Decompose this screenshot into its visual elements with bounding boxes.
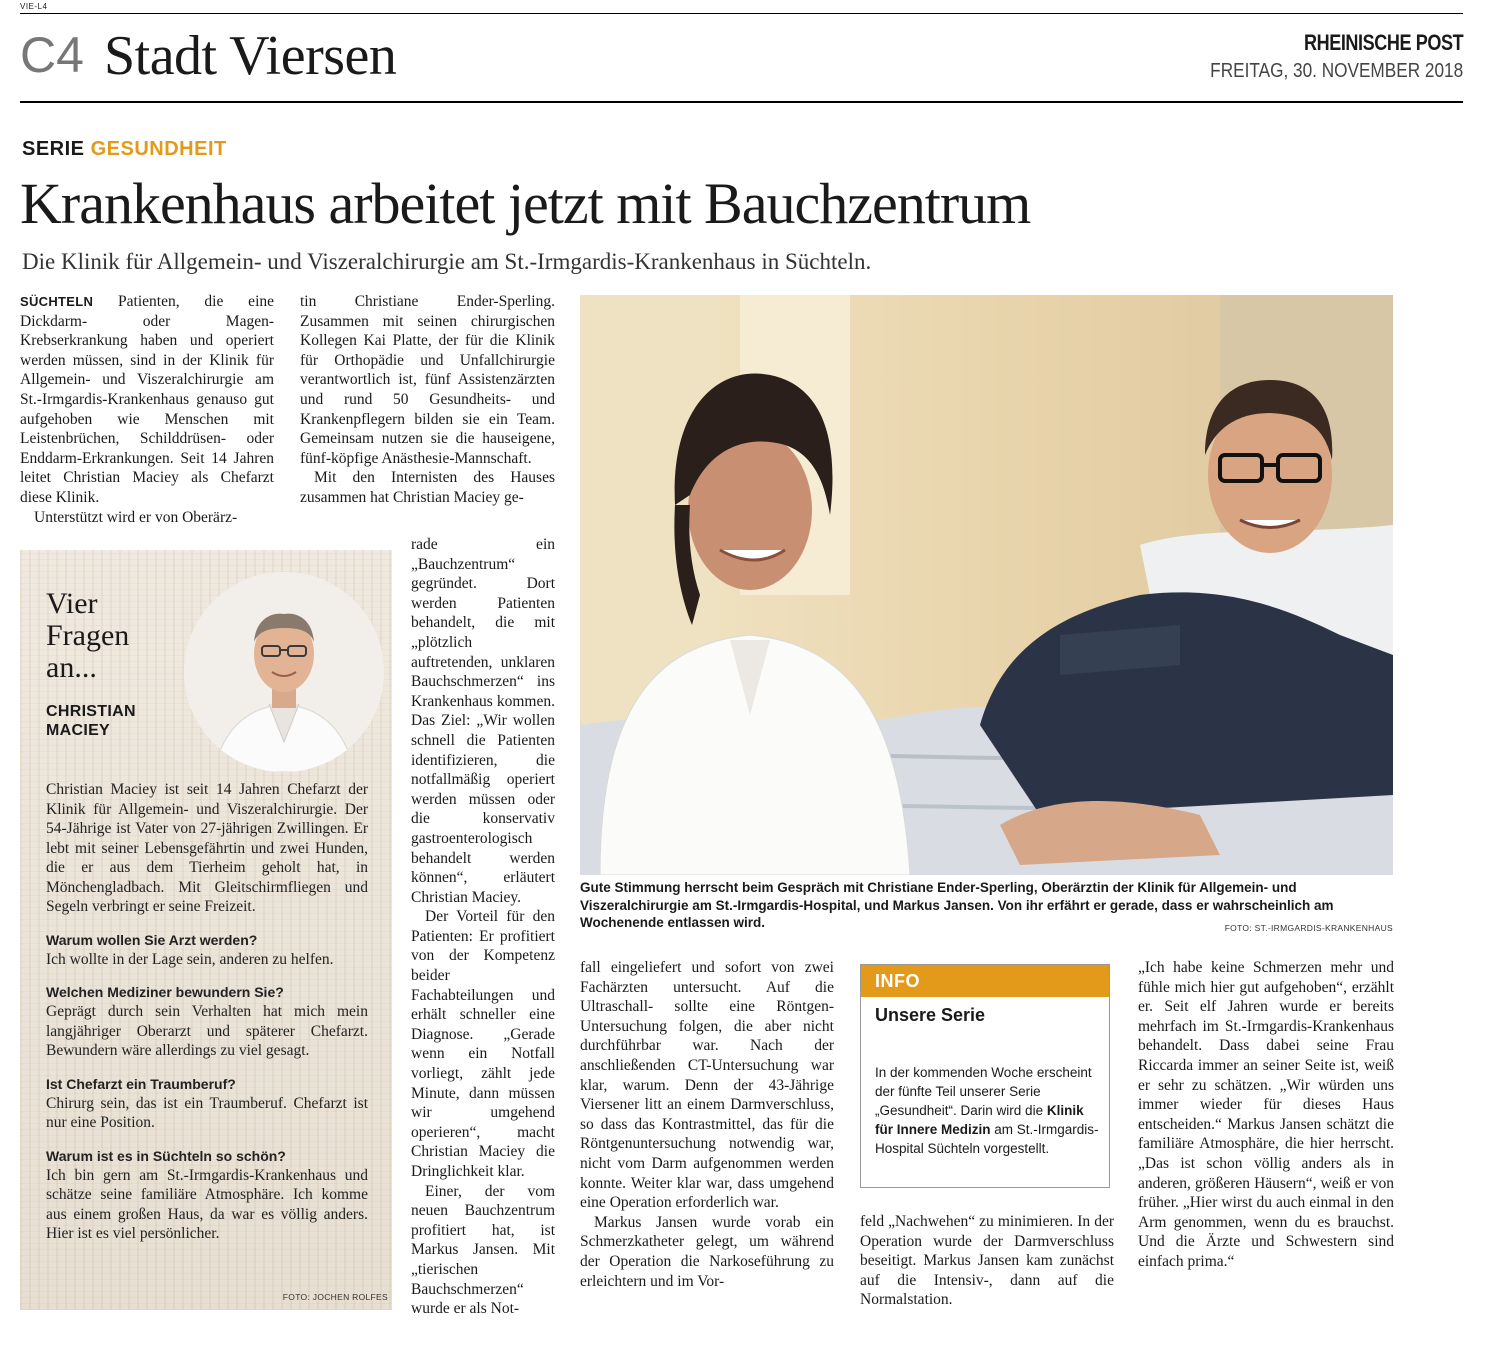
paragraph: Der Vorteil für den Patienten: Er profitiert von der Kompetenz beider Fachabteilungen und erhält schneller eine Diagnose. „Gerade wenn ein Notfall vorliegt, zählt jede Minute, dann müssen wir umgehend operieren“, macht Christian Maciey die Dringlichkeit klar.: [411, 908, 555, 1180]
article-photo: [580, 295, 1393, 875]
article-column-5: [1138, 958, 1394, 1272]
article-headline: Krankenhaus arbeitet jetzt mit Bauchzentrum: [20, 171, 1031, 236]
paragraph: fall eingeliefert und sofort von zwei Fachärzten untersucht. Auf die Ultraschall- sollte eine Röntgen-Untersuchung folgen, die aber nicht durchführbar war. Nach der anschließenden CT-Untersuchung war klar, warum. Denn der 43-Jährige Viersener litt an einem Darmverschluss, so dass das Kontrastmittel, das für die Röntgenuntersuchung notwendig war, nicht vom Darm aufgenommen werden konnte. Weiter klar war, dass umgehend eine Operation erforderlich war.: [580, 959, 834, 1212]
interview-box: [20, 550, 392, 1310]
paragraph: Markus Jansen wurde vorab ein Schmerzkatheter gelegt, um während der Operation die Narkoseführung zu erleichtern und im Vor-: [580, 1213, 834, 1290]
interview-answer: Chirurg sein, das ist ein Traumberuf. Chefarzt ist nur eine Position.: [46, 1094, 368, 1131]
paragraph: SÜCHTELN Patienten, die eine Dickdarm- oder Magen-Krebserkrankung haben und operiert werden müssen, sind in der Klinik für Allgemein- und Viszeralchirurgie am St.-Irmgardis-Krankenhaus genauso gut aufgehoben wie Menschen mit Leistenbrüchen, Schilddrüsen- oder Enddarm-Erkrankungen. Seit 14 Jahren leitet Christian Maciey als Chefarzt diese Klinik.: [20, 293, 275, 506]
issue-date: FREITAG, 30. NOVEMBER 2018: [1210, 60, 1463, 82]
article-column-4: [860, 1212, 1114, 1310]
kicker: [22, 138, 227, 161]
info-title: Unsere Serie: [875, 1005, 986, 1025]
dateline: SÜCHTELN: [20, 294, 94, 309]
paragraph: rade ein „Bauchzentrum“ gegründet. Dort werden Patienten behandelt, die mit „plötzlich auftretenden, unklaren Bauchschmerzen“ ins Krankenhaus kommen. Das Ziel: „Wir wollen schnell die Patienten identifizieren, die notfallmäßig operiert werden müssen oder die konservativ gastroenterologisch behandelt werden können“, erläutert Christian Maciey.: [411, 536, 555, 906]
interview-answer: Ich wollte in der Lage sein, anderen zu helfen.: [46, 950, 334, 968]
paragraph: Mit den Internisten des Hauses zusammen hat Christian Maciey ge-: [300, 469, 555, 506]
interview-intro: Christian Maciey ist seit 14 Jahren Chefarzt der Klinik für Allgemein- und Viszeralchirurgie. Der 54-Jährige ist Vater von 27-jährigen Zwillingen. Er lebt mit seiner Lebensgefährtin und zwei Hunden, die er aus dem Tierheim geholt hat, in Mönchengladbach. Mit Gleitschirmfliegen und Segeln verbringt er seine Freizeit.: [46, 781, 368, 915]
portrait-photo-credit: FOTO: JOCHEN ROLFES: [282, 1292, 388, 1302]
info-highlight: Klinik für Innere Medizin: [875, 1103, 1084, 1137]
header-rule: [20, 101, 1463, 103]
interview-question: Warum ist es in Süchteln so schön?: [46, 1147, 286, 1164]
article-column-1: [20, 292, 274, 527]
paragraph: Einer, der vom neuen Bauchzentrum profitiert hat, ist Markus Jansen. Mit „tierischen Bauchschmerzen“ wurde er als Not-: [411, 1182, 555, 1318]
photo-caption: Gute Stimmung herrscht beim Gespräch mit Christiane Ender-Sperling, Oberärztin der Klinik für Allgemein- und Viszeralchirurgie am St.-Irmgardis-Hospital, und Markus Jansen. Von ihr erfährt er gerade, dass er wahrscheinlich am Wochenende entlassen wird.: [580, 880, 1334, 930]
interview-answer: Ich bin gern am St.-Irmgardis-Krankenhaus und schätze seine familiäre Atmosphäre. Ich komme aus einem großen Haus, da war es völlig anders. Hier ist es viel persönlicher.: [46, 1166, 368, 1242]
newspaper-name: RHEINISCHE POST: [1303, 30, 1463, 55]
info-label: INFO: [861, 965, 1109, 997]
hospital-scene-illustration: [580, 295, 1393, 875]
article-subheadline: Die Klinik für Allgemein- und Viszeralchirurgie am St.-Irmgardis-Krankenhaus in Süchteln.: [22, 249, 872, 274]
info-text: In der kommenden Woche erscheint der fünfte Teil unserer Serie „Gesundheit“. Darin wird die Klinik für Innere Medizin am St.-Irmgardis-Hospital Süchteln vorgestellt.: [875, 1065, 1099, 1156]
interview-question: Warum wollen Sie Arzt werden?: [46, 931, 258, 948]
interview-text: [46, 780, 368, 1244]
paragraph: feld „Nachwehen“ zu minimieren. In der Operation wurde der Darmverschluss beseitigt. Markus Jansen kam zunächst auf die Intensiv-, dann auf die Normalstation.: [860, 1213, 1114, 1309]
section-title: Stadt Viersen: [104, 25, 397, 87]
info-box: [860, 964, 1110, 1188]
article-column-2-continued: [411, 535, 555, 1319]
interview-person: CHRISTIAN MACIEY: [46, 703, 136, 739]
portrait-illustration: [184, 572, 384, 772]
paragraph: tin Christiane Ender-Sperling. Zusammen mit seinen chirurgischen Kollegen Kai Platte, der für die Klinik für Orthopädie und Unfallchirurgie verantwortlich ist, fünf Assistenzärzten und rund 50 Gesundheits- und Krankenpflegern bilden sie ein Team. Gemeinsam nutzen sie die hauseigene, fünf-köpfige Anästhesie-Mannschaft.: [300, 293, 555, 467]
page-code: VIE-L4: [20, 2, 48, 11]
kicker-series: SERIE: [22, 138, 85, 160]
interview-question: Welchen Mediziner bewundern Sie?: [46, 984, 284, 1000]
paragraph: „Ich habe keine Schmerzen mehr und fühle mich hier gut aufgehoben“, erzählt er. Seit elf Jahren wurde er bereits mehrfach im St.-Irmgardis-Krankenhaus behandelt. Dass dabei seine Frau Riccarda immer an seiner Seite ist, weiß er sehr zu schätzen. „Wir würden uns immer wieder für dieses Haus entscheiden.“ Markus Jansen schätzt die familiäre Atmosphäre, die hier herrscht. „Das ist schon völlig anders als in anderen, größeren Häusern“, weiß er von früher. „Hier wirst du auch einmal in den Arm genommen, wenn du es brauchst. Und die Ärzte und Schwestern sind einfach prima.“: [1138, 959, 1394, 1270]
interview-title: Vier Fragen an...: [46, 587, 130, 684]
section-number: C4: [20, 27, 84, 83]
article-column-2: [300, 292, 555, 508]
paragraph: Unterstützt wird er von Oberärz-: [34, 508, 238, 526]
portrait-photo: [184, 572, 384, 772]
interview-answer: Geprägt durch sein Verhalten hat mich mein langjähriger Oberarzt und späterer Chefarzt. Bewundern wäre allerdings zu viel gesagt.: [46, 1003, 368, 1059]
photo-credit: FOTO: ST.-IRMGARDIS-KRANKENHAUS: [1224, 923, 1393, 933]
top-rule: [20, 13, 1463, 14]
kicker-topic: GESUNDHEIT: [90, 138, 227, 160]
interview-question: Ist Chefarzt ein Traumberuf?: [46, 1075, 236, 1092]
article-column-3: [580, 958, 834, 1291]
